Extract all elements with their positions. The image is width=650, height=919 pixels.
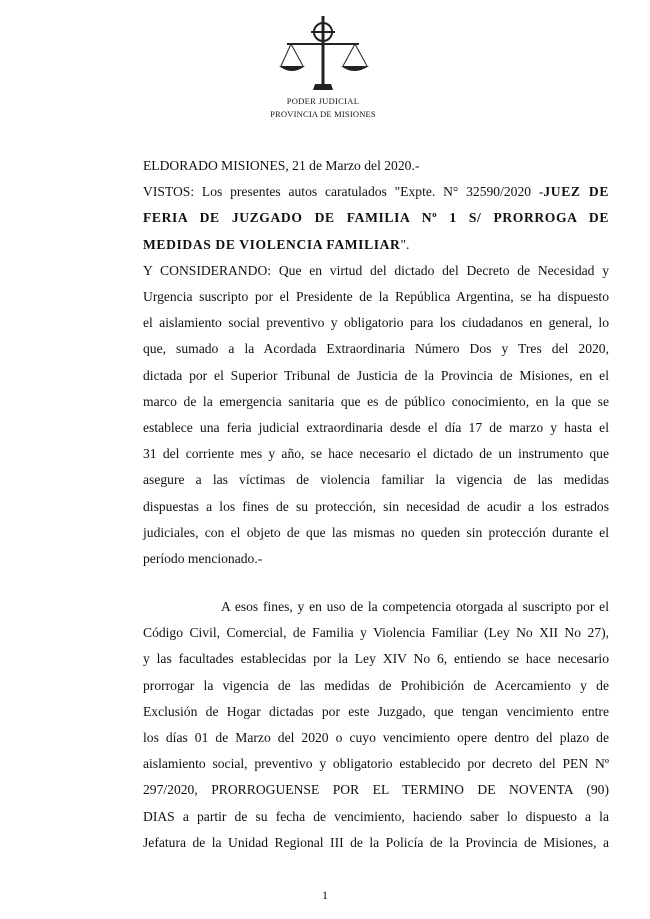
judicial-seal (268, 14, 378, 119)
vistos-line-1 (143, 179, 609, 205)
considerando-line: marco de la emergencia sanitaria que es de público conocimiento, en la que se (143, 393, 609, 409)
second-paragraph-line: A esos fines, y en uso de la competencia otorgada al suscripto por el (221, 599, 609, 614)
seal-line-1: PODER JUDICIAL (286, 96, 360, 106)
considerando-line: el aislamiento social preventivo y obligatorio para los ciudadanos en general, lo (143, 315, 609, 331)
second-paragraph-line: 297/2020, PRORROGUENSE POR EL TERMINO DE NOVENTA (90) (143, 782, 609, 798)
considerando-line: período mencionado.- (143, 551, 263, 567)
second-paragraph-line: Código Civil, Comercial, de Familia y Violencia Familiar (Ley No XII No 27), (143, 625, 609, 641)
second-paragraph-line: DIAS a partir de su fecha de vencimiento, haciendo saber lo dispuesto a la (143, 808, 609, 824)
second-paragraph-line: Exclusión de Hogar dictadas por este Juzgado, que tengan vencimiento entre (143, 703, 609, 719)
document-body-second (143, 594, 609, 856)
considerando-line: que, sumado a la Acordada Extraordinaria Número Dos y Tres del 2020, (143, 341, 609, 357)
considerando-line: dictada por el Superior Tribunal de Justicia de la Provincia de Misiones, en el (143, 367, 609, 383)
considerando-line: dispuestas a los fines de su protección, sin necesidad de acudir a los estrados (143, 498, 609, 514)
considerando-line: establece una feria judicial extraordinaria desde el día 17 de marzo y hasta el (143, 420, 609, 436)
vistos-bold-2: FERIA DE JUZGADO DE FAMILIA Nº 1 S/ PRORROGA DE (143, 210, 609, 226)
second-paragraph-line: prorrogar la vigencia de las medidas de Prohibición de Acercamiento y de (143, 677, 609, 693)
considerando-line: 31 del corriente mes y año, se hace necesario el dictado de un instrumento que (143, 446, 609, 462)
second-paragraph-line: y las facultades establecidas por la Ley XIV No 6, entiendo se hace necesario (143, 651, 609, 667)
document-body-first (143, 153, 609, 572)
second-paragraph-line: Jefatura de la Unidad Regional III de la Policía de la Provincia de Misiones, a (143, 834, 609, 850)
place-date: ELDORADO MISIONES, 21 de Marzo del 2020.- (143, 158, 420, 173)
considerando-line: Urgencia suscripto por el Presidente de la República Argentina, se ha dispuesto (143, 289, 609, 305)
vistos-bold-1: JUEZ DE (543, 184, 610, 200)
considerando-line: asegure a las víctimas de violencia familiar la vigencia de las medidas (143, 472, 609, 488)
second-paragraph-line: los días 01 de Marzo del 2020 o cuyo vencimiento opere dentro del plazo de (143, 730, 609, 746)
justice-scales-cross-icon (275, 14, 371, 96)
considerando-line: judiciales, con el objeto de que las mismas no queden sin protección durante el (143, 524, 609, 540)
seal-line-2: PROVINCIA DE MISIONES (270, 109, 376, 119)
considerando-line: Y CONSIDERANDO: Que en virtud del dictado del Decreto de Necesidad y (143, 262, 609, 278)
vistos-bold-3: MEDIDAS DE VIOLENCIA FAMILIAR (143, 236, 401, 252)
second-paragraph-line: aislamiento social, preventivo y obligatorio establecido por decreto del PEN Nº (143, 756, 609, 772)
vistos-end: ". (400, 236, 410, 252)
vistos-label: VISTOS: (143, 184, 195, 200)
considerando-paragraph (143, 258, 609, 572)
vistos-text: Los presentes autos caratulados "Expte. N° 32590/2020 - (201, 184, 544, 200)
page-number: 1 (322, 888, 328, 902)
vistos-line-3 (143, 232, 609, 258)
